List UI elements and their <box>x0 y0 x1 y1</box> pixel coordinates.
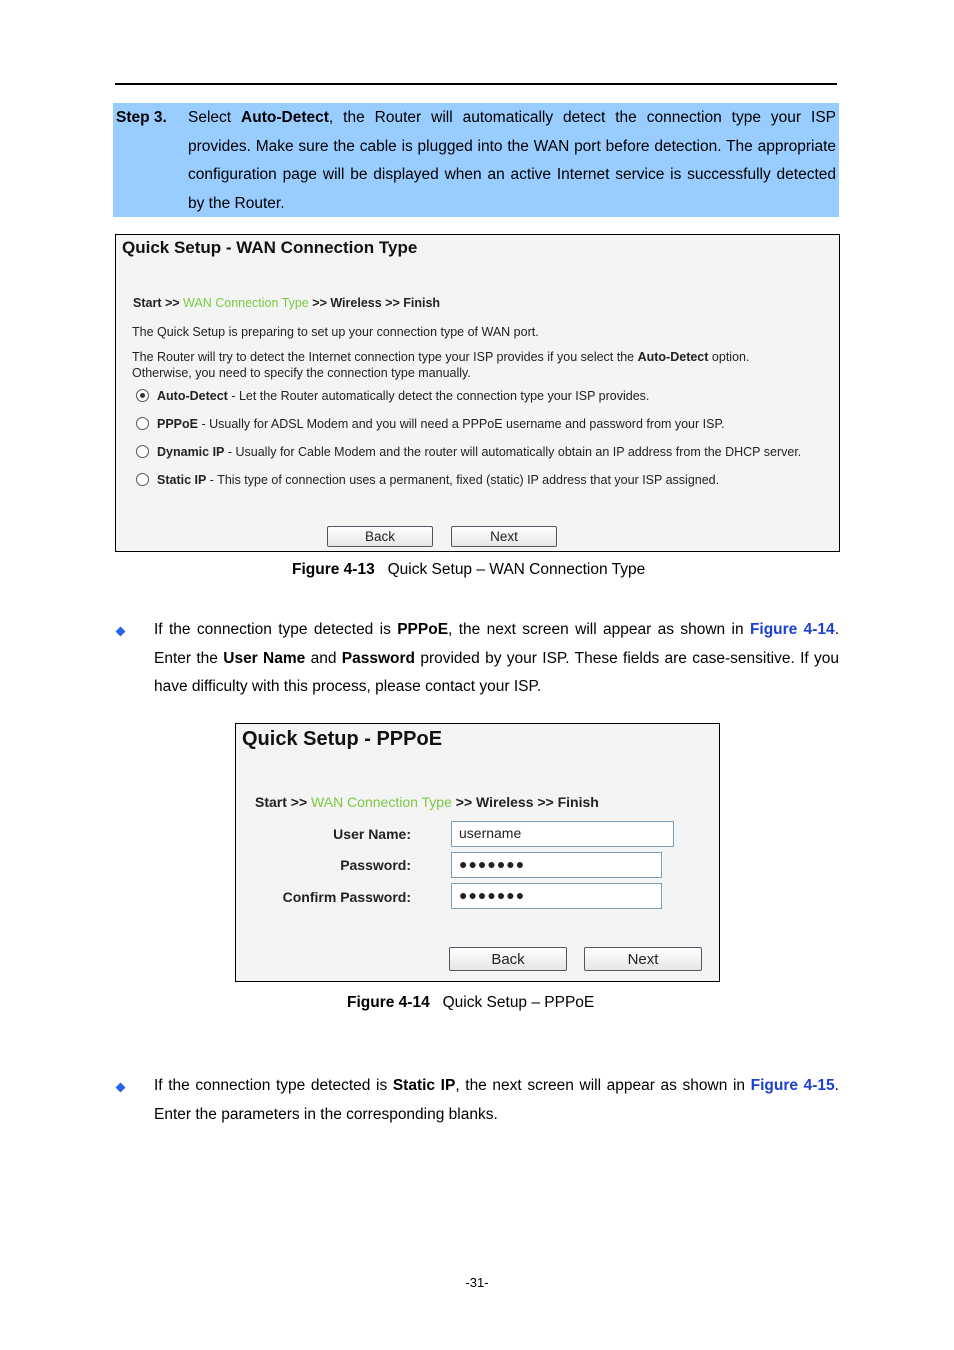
back-button[interactable]: Back <box>327 526 433 547</box>
next-button[interactable]: Next <box>451 526 557 547</box>
pppoe-panel <box>235 723 720 982</box>
figure-caption-4-13: Figure 4-13 Quick Setup – WAN Connection Type <box>292 561 646 578</box>
option-auto-detect[interactable]: Auto-Detect - Let the Router automatically detect the connection type your ISP provides. <box>136 387 649 405</box>
panel-title: Quick Setup - PPPoE <box>242 728 443 750</box>
radio-pppoe[interactable] <box>136 417 149 430</box>
back-button[interactable]: Back <box>449 947 567 971</box>
password-label: Password: <box>340 857 411 873</box>
radio-static-ip[interactable] <box>136 473 149 486</box>
option-dynamic-ip[interactable]: Dynamic IP - Usually for Cable Modem and the router will automatically obtain an IP address from the DHCP server. <box>136 443 801 461</box>
detect-text-line1: The Router will try to detect the Internet connection type your ISP provides if you select the Auto-Detect option. <box>132 350 750 364</box>
option-pppoe[interactable]: PPPoE - Usually for ADSL Modem and you will need a PPPoE username and password from your ISP. <box>136 415 725 433</box>
detect-text-line2: Otherwise, you need to specify the connection type manually. <box>132 366 471 380</box>
bullet-diamond-icon <box>116 627 126 637</box>
figure-4-14-link[interactable]: Figure 4-14 <box>749 621 835 638</box>
breadcrumb-current: WAN Connection Type <box>311 794 452 810</box>
header-rule <box>115 83 837 85</box>
bullet-diamond-icon <box>116 1083 126 1093</box>
step-3-box <box>113 103 839 217</box>
username-field[interactable]: username <box>451 821 674 847</box>
username-label: User Name: <box>333 826 411 842</box>
step-label: Step 3. <box>116 109 167 126</box>
intro-text: The Quick Setup is preparing to set up your connection type of WAN port. <box>132 325 539 339</box>
step-text: Select Auto-Detect, the Router will automatically detect the connection type your ISP provides. Make sure the cable is plugged into the WAN port before detection. The appropriate configuration page will be displayed when an active Internet service is successfully detected by the Router. <box>188 109 836 212</box>
page-number: -31- <box>465 1275 489 1290</box>
wan-connection-type-panel <box>115 234 840 552</box>
radio-auto-detect[interactable] <box>136 389 149 402</box>
pppoe-paragraph: If the connection type detected is PPPoE, the next screen will appear as shown in Figure 4-14. Enter the User Name and Password provided by your ISP. These fields are case-sensitive. If you have difficulty with this process, please contact your ISP. <box>154 621 839 695</box>
radio-dynamic-ip[interactable] <box>136 445 149 458</box>
option-static-ip[interactable]: Static IP - This type of connection uses a permanent, fixed (static) IP address that your ISP assigned. <box>136 471 719 489</box>
next-button[interactable]: Next <box>584 947 702 971</box>
breadcrumb: Start >> WAN Connection Type >> Wireless >> Finish <box>255 794 599 810</box>
breadcrumb-current: WAN Connection Type <box>183 296 309 310</box>
confirm-password-field[interactable]: ●●●●●●● <box>451 883 662 909</box>
breadcrumb: Start >> WAN Connection Type >> Wireless >> Finish <box>133 296 441 310</box>
password-field[interactable]: ●●●●●●● <box>451 852 662 878</box>
figure-caption-4-14: Figure 4-14 Quick Setup – PPPoE <box>347 994 595 1011</box>
panel-title: Quick Setup - WAN Connection Type <box>122 238 418 257</box>
static-ip-paragraph: If the connection type detected is Static IP, the next screen will appear as shown in Figure 4-15. Enter the parameters in the corresponding blanks. <box>154 1077 839 1123</box>
confirm-password-label: Confirm Password: <box>282 889 411 905</box>
figure-4-15-link[interactable]: Figure 4-15 <box>750 1077 835 1094</box>
